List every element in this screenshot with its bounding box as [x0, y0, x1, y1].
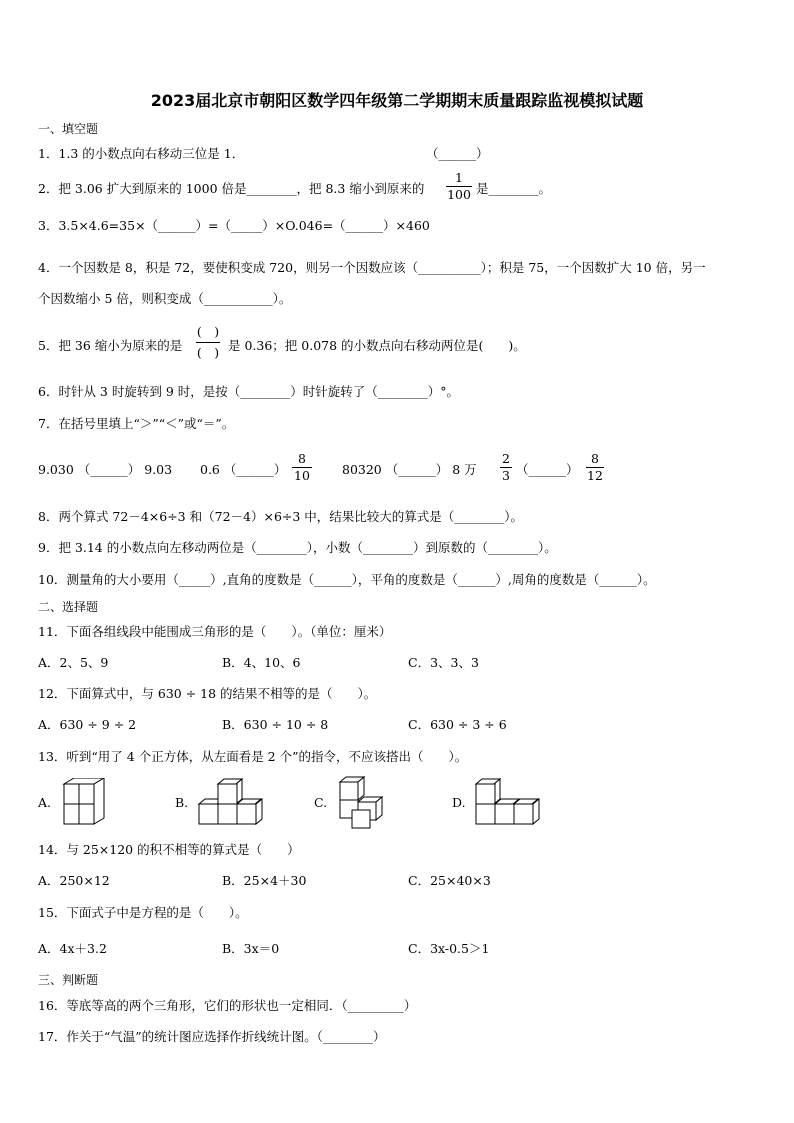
question-11-option-a: A．2、5、9: [38, 655, 109, 670]
question-13-option-a-label: A.: [38, 795, 52, 810]
question-7-item-b-fraction: [292, 451, 312, 484]
option-c-cube-figure: [336, 774, 388, 830]
question-12-option-b: B．630 ÷ 10 ÷ 8: [222, 717, 329, 732]
section-true-false: 三、判断题: [38, 973, 99, 987]
fraction-denominator: 12: [587, 468, 603, 483]
option-a-cube-figure: [58, 778, 110, 828]
fraction-numerator: 1: [455, 170, 463, 185]
question-14-option-b: B．25×4＋30: [222, 873, 307, 888]
question-15-option-a: A．4x＋3.2: [38, 941, 107, 956]
page-title: 2023届北京市朝阳区数学四年级第二学期期末质量跟踪监视模拟试题: [150, 91, 644, 110]
question-8: 8．两个算式 72－4×6÷3 和（72－4）×6÷3 中，结果比较大的算式是（________）。: [38, 509, 524, 524]
fraction-denominator: 3: [502, 468, 510, 483]
question-2-part-b: 是________。: [476, 181, 552, 196]
question-15-option-c: C．3x-0.5＞1: [408, 941, 490, 956]
question-17: 17．作关于“气温”的统计图应选择作折线统计图。（________）: [38, 1029, 386, 1044]
question-9: 9．把 3.14 的小数点向左移动两位是（________），小数（________）到原数的（________）。: [38, 540, 557, 555]
option-d-cube-figure: [474, 778, 546, 828]
question-4-line-1: 4．一个因数是 8，积是 72，要使积变成 720，则另一个因数应该（__________）；积是 75，一个因数扩大 10 倍，另一: [38, 260, 706, 275]
question-2-fraction: [446, 170, 472, 203]
question-16: 16．等底等高的两个三角形，它们的形状也一定相同．（_________）: [38, 998, 417, 1013]
question-13-option-c-label: C.: [314, 795, 328, 810]
question-11: 11．下面各组线段中能围成三角形的是（ ）。（单位：厘米）: [38, 624, 392, 639]
question-12-option-c: C．630 ÷ 3 ÷ 6: [408, 717, 507, 732]
fraction-denominator: 100: [447, 187, 471, 202]
fraction-numerator: ( ): [196, 324, 220, 339]
fraction-denominator: 10: [294, 468, 310, 483]
fraction-numerator: 8: [298, 451, 306, 466]
question-7: 7．在括号里填上“＞”“＜”或“＝”。: [38, 416, 235, 431]
question-13-option-d-label: D.: [452, 795, 466, 810]
question-5-fraction: [196, 324, 220, 361]
option-b-cube-figure: [197, 778, 269, 828]
question-15-option-b: B．3x＝0: [222, 941, 280, 956]
question-7-item-c: 80320 （______） 8 万: [342, 462, 477, 477]
question-12-option-a: A．630 ÷ 9 ÷ 2: [38, 717, 137, 732]
question-7-item-b: 0.6 （______）: [200, 462, 287, 477]
question-12: 12．下面算式中，与 630 ÷ 18 的结果不相等的是（ ）。: [38, 686, 377, 701]
question-7-item-d-left-fraction: [500, 451, 512, 484]
question-5-part-a: 5．把 36 缩小为原来的是: [38, 338, 183, 353]
question-11-option-c: C．3、3、3: [408, 655, 479, 670]
fraction-denominator: ( ): [196, 345, 220, 360]
question-14-option-c: C．25×40×3: [408, 873, 491, 888]
question-13: 13．听到“用了 4 个正方体，从左面看是 2 个”的指令，不应该搭出（ ）。: [38, 749, 468, 764]
question-10: 10．测量角的大小要用（_____）,直角的度数是（______），平角的度数是（______）,周角的度数是（______）。: [38, 572, 656, 587]
question-5-part-b: 是 0.36；把 0.078 的小数点向右移动两位是( )。: [228, 338, 526, 353]
question-14: 14．与 25×120 的积不相等的算式是（ ）: [38, 842, 300, 857]
question-1-blank: （______）: [426, 146, 489, 161]
fraction-numerator: 2: [502, 451, 510, 466]
question-15: 15．下面式子中是方程的是（ ）。: [38, 905, 248, 920]
question-2-part-a: 2．把 3.06 扩大到原来的 1000 倍是________，把 8.3 缩小到原来的: [38, 181, 425, 196]
question-7-item-a: 9.030 （______） 9.03: [38, 462, 173, 477]
section-fill-blank: 一、填空题: [38, 122, 99, 136]
question-7-item-d-right-fraction: [586, 451, 604, 484]
question-7-item-d: （______）: [516, 462, 579, 477]
question-13-option-b-label: B.: [175, 795, 189, 810]
section-multiple-choice: 二、选择题: [38, 600, 99, 614]
question-1: 1．1.3 的小数点向右移动三位是 1．: [38, 146, 245, 161]
question-3: 3．3.5×4.6=35×（______）=（_____）×O.046=（______）×460: [38, 218, 430, 233]
fraction-bar: [196, 342, 220, 343]
question-6: 6．时针从 3 时旋转到 9 时，是按（________）时针旋转了（________）°。: [38, 384, 460, 399]
fraction-numerator: 8: [591, 451, 599, 466]
question-14-option-a: A．250×12: [38, 873, 110, 888]
question-11-option-b: B．4、10、6: [222, 655, 301, 670]
question-4-line-2: 个因数缩小 5 倍，则积变成（___________）。: [38, 291, 292, 306]
